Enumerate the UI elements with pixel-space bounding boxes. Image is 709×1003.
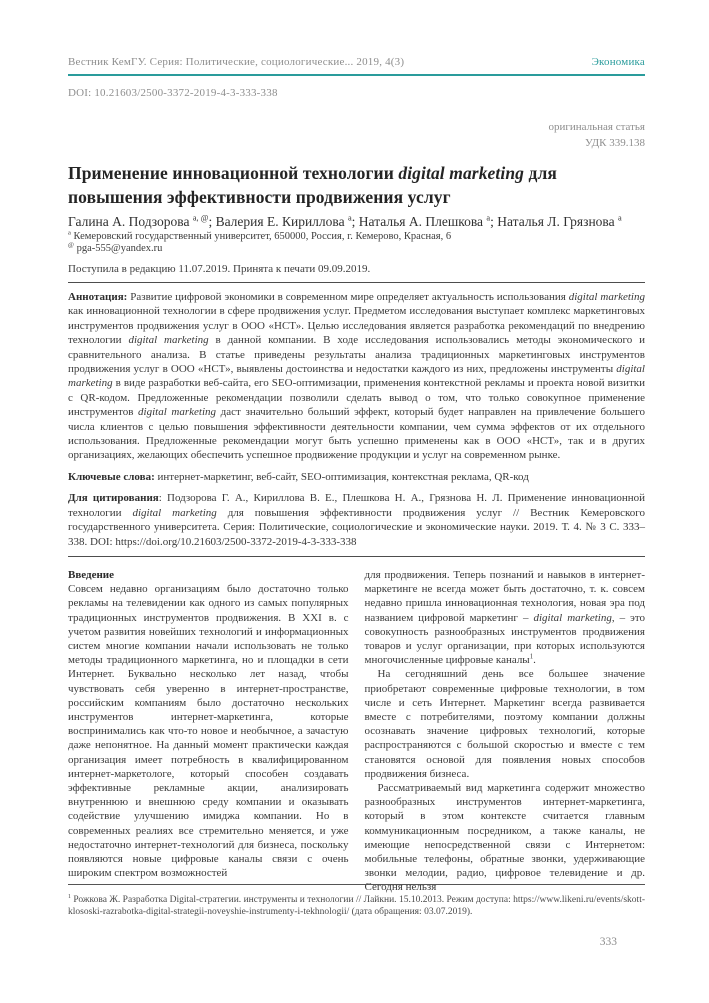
citation-block: Для цитирования: Подзорова Г. А., Кириллова В. Е., Плешкова Н. А., Грязнова Н. Л. Применение инновационной технологии digital marketing для повышения эффективности продвижения услуг // Вестник Кемеровского государственного университета. Серия: Политические, социологические и экономические науки. 2019. Т. 4. № 3 С. 333–338. DOI: https://doi.org/10.21603/2500-3372-2019-4-3-333-338 xyxy=(68,492,646,548)
page-number: 333 xyxy=(599,936,617,948)
article-type-label: оригинальная статья xyxy=(548,121,645,133)
footnote-text: $^1$ Рожкова Ж. Разработка Digital-стратегии. инструменты и технологии // Лайкни. 15.10.2013. Режим доступа: https://www.likeni.ru/events/skott-klososki-razrabotka-digital-strategii-noveyshie-instrumenty-i-tekhnologii/ (дата обращения: 03.07.2019). xyxy=(68,893,645,917)
abstract-top-rule xyxy=(68,282,645,283)
header-rule xyxy=(68,74,645,76)
article-meta xyxy=(68,119,645,151)
body-top-rule xyxy=(68,556,645,557)
footnote-rule xyxy=(68,884,645,885)
affiliation-line: $^a$ Кемеровский государственный университет, 650000, Россия, г. Кемерово, Красная, 6 xyxy=(68,229,452,242)
section-label: Экономика xyxy=(591,56,645,68)
body-paragraph: Совсем недавно организациям было достаточно только рекламы на телевидении как одного из самых популярных традиционных инструментов продвижения. В XXI в. с учетом развития новейших технологий и информационных систем многие компании начали использовать не только методы традиционного маркетинга, но и площадки в сети Интернет. Буквально несколько лет назад, чтобы чувствовать себя уверенно в интернет-пространстве, российским компаниям было достаточно нескольких инструментов интернет-маркетинга, которые воспринимались как что-то новое и необычное, а зачастую даже непонятное. На данный момент практически каждая организация имеет потребность в квалифицированном интернет-маркетологе, который способен создавать эффективные рекламные акции, анализировать внутреннюю и внешнюю среду компании и оказывать содействие улучшению имиджа компании. Но в современных реалиях все стремительно меняется, и уже недостаточно интернет-технологий для бизнеса, поскольку появляются новые цифровые каналы связи с очень широким спектром возможностей xyxy=(68,583,349,880)
body-paragraph: На сегодняшний день все большее значение приобретают современные цифровые технологии, в том числе и сеть Интернет. Маркетинг всегда развивается вместе с потребителями, поэтому компании должны осознавать значение цифровых технологий, которые распространяются с большой скоростью и вместе с тем становятся основой для появления новых способов продвижения бизнеса. xyxy=(364,668,645,780)
authors-line: Галина А. Подзорова $^{a, @}$; Валерия Е. Кириллова $^a$; Наталья А. Плешкова $^a$; Наталья Л. Грязнова $^a$ xyxy=(68,213,622,229)
section-heading-introduction: Введение xyxy=(68,568,115,581)
journal-title: Вестник КемГУ. Серия: Политические, социологические... 2019, 4(3) xyxy=(68,56,405,68)
received-dates: Поступила в редакцию 11.07.2019. Принята к печати 09.09.2019. xyxy=(68,263,371,275)
article-title: Применение инновационной технологии digital marketing для повышения эффективности продвижения услуг xyxy=(68,163,557,207)
right-column xyxy=(365,568,646,895)
body-paragraph: для продвижения. Теперь познаний и навыков в интернет-маркетинге не всегда может быть достаточно, т. к. совсем недавно пришла инновационная технология, новая эра под названием цифровой маркетинг – digital marketing, – это совокупность разнообразных инструментов продвижения товаров и услуг организации, при которых используются многочисленные цифровые каналы$^1$. xyxy=(364,568,646,667)
doi-line: DOI: 10.21603/2500-3372-2019-4-3-333-338 xyxy=(68,87,278,99)
keywords-line: Ключевые слова: интернет-маркетинг, веб-сайт, SEO-оптимизация, контекстная реклама, QR-код xyxy=(68,470,529,483)
udc-number: УДК 339.138 xyxy=(584,137,645,149)
abstract-text: Аннотация: Развитие цифровой экономики в современном мире определяет актуальность использования digital marketing как инновационной технологии в сфере продвижения услуг. Предметом исследования выступает комплекс маркетинговых инструментов продвижения услуг в ООО «НСТ». Целью исследования является разработка рекомендаций по внедрению технологии digital marketing в данной компании. В ходе исследования использовались методы экономического и сравнительного анализа. В статье приведены результаты анализа традиционных маркетинговых инструментов продвижения услуг в ООО «НСТ», выявлены достоинства и недостатки каждого из них, предложены инструменты digital marketing в виде разработки веб-сайта, его SEO-оптимизации, применения контекстной рекламы и проекта новой визитки с QR-кодом. Предложенные рекомендации позволили сделать вывод о том, что только совокупное применение инструментов digital marketing даст значительно больший эффект, который будет направлен на привлечение большего числа клиентов с целью повышения эффективности деятельности компании, чем сумма эффектов от их отдельного использования. Предложенные рекомендации могут быть успешно применены как в ООО «НСТ», так и в других организациях, желающих обеспечить успешное продвижение продукции и услуг на современном рынке. xyxy=(68,291,645,462)
body-paragraph: Рассматриваемый вид маркетинга содержит множество разнообразных инструментов интернет-маркетинга, который в этом контексте считается главным коммуникационным посредником, а также каналы, не имеющие непосредственной связи с Интернетом: мобильные телефоны, обратные звонки, удерживающие звонки мелодии, радио, цифровое телевидение и др. Сегодня нельзя xyxy=(364,781,645,894)
running-header xyxy=(68,56,645,68)
footnote-area xyxy=(68,884,645,918)
left-column xyxy=(68,568,349,895)
email-line: @ pga-555@yandex.ru xyxy=(68,241,163,254)
two-column-body xyxy=(68,568,645,895)
